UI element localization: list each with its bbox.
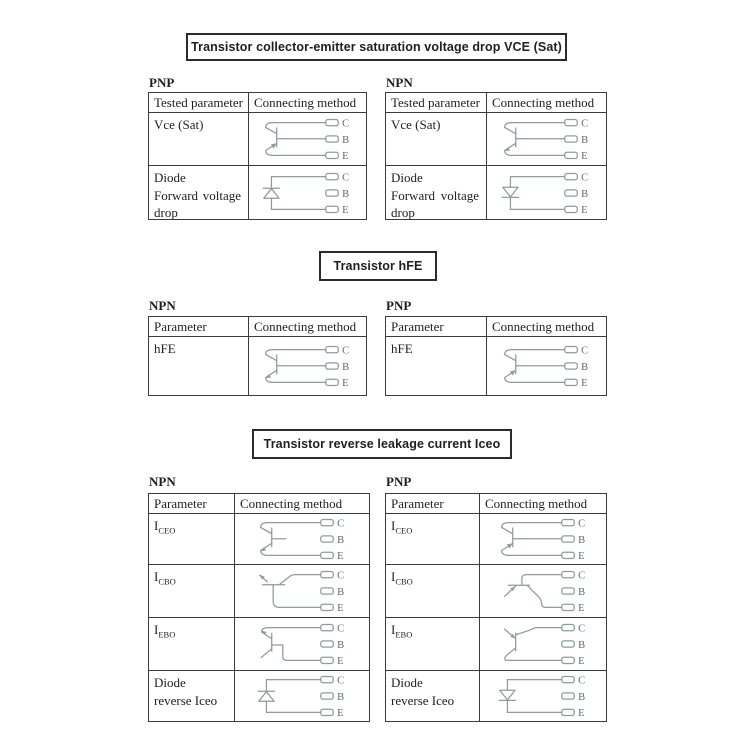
wire [266,701,320,712]
table-hfe-pnp [385,316,607,396]
parameter-text: hFE [391,341,413,356]
wire [507,680,561,691]
terminal-c-label: C [577,570,585,582]
diode-triangle [258,692,273,702]
connecting-method-cell [249,113,366,166]
terminal-b-label: B [581,134,589,146]
parameter-text: Diode [154,675,186,690]
terminal-c-label: C [581,118,589,130]
parameter-text: reverse Iceo [154,692,218,708]
circuit-svg-pnp-icbo-open-emitter [486,566,601,616]
terminal-e-label: E [577,603,585,615]
terminal-c-box [320,625,333,631]
terminal-c-box [326,173,339,179]
wire [527,586,561,608]
terminal-b-label: B [581,361,589,373]
table-type-label-npn: NPN [149,298,176,313]
terminal-c-label: C [581,172,589,183]
terminal-b-label: B [577,534,585,546]
diode-triangle [264,188,279,198]
circuit-diagram [245,566,360,616]
wire [266,350,326,361]
section-title-hfe: Transistor hFE [319,251,437,281]
connecting-method-cell [480,671,606,721]
section-title-vce-sat: Transistor collector-emitter saturation voltage drop VCE (Sat) [186,33,567,61]
circuit-diagram [489,168,604,218]
column-header-connecting-method: Connecting method [487,93,606,113]
circuit-svg-npn-iebo-open-collector [245,619,360,669]
wire [273,585,321,608]
parameter-text: Vce (Sat) [154,117,204,132]
terminal-b-label: B [577,586,585,598]
parameter-cell [386,166,487,219]
terminal-c-box [320,677,333,683]
circuit-svg-diode-cathode-bottom-c-e [489,168,604,218]
terminal-b-box [326,189,339,195]
table-type-label-pnp: PNP [386,298,412,313]
connecting-method-cell [487,166,606,219]
connecting-method-cell [249,166,366,219]
terminal-e-box [565,379,578,385]
parameter-cell [149,337,249,395]
terminal-e-label: E [336,708,344,720]
terminal-e-label: E [336,603,344,615]
wire [505,350,565,361]
terminal-e-box [320,657,333,663]
wire [505,143,565,155]
wire [515,628,561,635]
terminal-e-label: E [577,656,585,668]
circuit-svg-diode-cathode-top-c-e [250,168,365,218]
terminal-b-box [320,588,333,594]
wire [504,648,561,661]
terminal-b-label: B [336,534,344,546]
terminal-b-label: B [336,691,344,703]
table-type-label-npn: NPN [149,474,176,489]
column-header-parameter: Parameter [386,317,487,337]
connecting-method-cell [235,671,369,721]
parameter-cell [386,671,480,721]
terminal-e-label: E [342,378,349,390]
terminal-c-label: C [336,570,344,582]
parameter-text: drop [391,205,415,219]
parameter-text: hFE [154,341,176,356]
terminal-c-label: C [336,675,344,687]
wire [260,543,320,555]
parameter-text: reverse Iceo [391,692,455,708]
terminal-e-label: E [577,551,585,563]
terminal-c-box [326,120,339,126]
circuit-svg-pnp-transistor-c-b-e [489,341,604,391]
parameter-cell: $I_{CBO}$ [386,565,480,618]
terminal-c-label: C [577,675,585,687]
column-header-tested-parameter: Tested parameter [149,93,249,113]
parameter-text: Diode [154,170,186,185]
terminal-b-box [561,536,574,542]
circuit-svg-pnp-iebo-open-collector [486,619,601,669]
wire [279,575,320,584]
connecting-method-cell [480,618,606,671]
table-vce-sat-pnp [148,92,367,220]
terminal-c-box [326,347,339,353]
circuit-diagram [489,341,604,391]
circuit-svg-diode-cathode-top-c-e [245,671,360,721]
parameter-cell [149,166,249,219]
terminal-b-box [565,136,578,142]
wire [507,700,561,712]
terminal-e-label: E [336,551,344,563]
circuit-svg-pnp-transistor-c-b-e [250,114,365,164]
wire [261,649,272,658]
parameter-text: Diode [391,170,423,185]
connecting-method-cell [235,514,369,565]
terminal-c-label: C [336,623,344,635]
terminal-c-label: C [342,118,350,130]
terminal-c-box [561,625,574,631]
parameter-cell: $I_{EBO}$ [149,618,235,671]
table-iceo-pnp [385,493,607,722]
terminal-c-label: C [577,623,585,635]
terminal-c-box [561,572,574,578]
diode-triangle [499,690,514,700]
connecting-method-cell [487,337,606,395]
parameter-cell [149,113,249,166]
parameter-cell [386,113,487,166]
wire [271,176,325,188]
connecting-method-cell [480,565,606,618]
terminal-b-label: B [577,639,585,651]
connecting-method-cell [235,618,369,671]
terminal-e-box [326,379,339,385]
circuit-diagram [245,619,360,669]
circuit-svg-pnp-transistor-c-b-e [486,514,601,564]
connecting-method-cell [480,514,606,565]
circuit-svg-npn-icbo-open-emitter [245,566,360,616]
terminal-b-box [561,693,574,699]
circuit-diagram [486,671,601,721]
terminal-b-box [326,136,339,142]
column-header-connecting-method: Connecting method [249,93,366,113]
terminal-e-label: E [581,378,588,390]
terminal-e-label: E [581,151,588,163]
section-title-iceo: Transistor reverse leakage current Iceo [252,429,512,459]
terminal-b-box [561,641,574,647]
wire [501,523,561,534]
table-type-label-pnp: PNP [149,75,175,90]
connecting-method-cell [249,337,366,395]
column-header-connecting-method: Connecting method [487,317,606,337]
circuit-diagram [250,168,365,218]
terminal-c-label: C [342,345,350,357]
table-iceo-npn [148,493,370,722]
diode-triangle [503,187,518,197]
circuit-diagram [489,114,604,164]
terminal-e-box [561,604,574,610]
terminal-c-label: C [577,518,585,530]
terminal-e-box [565,206,578,212]
column-header-connecting-method: Connecting method [249,317,366,337]
wire [266,680,320,692]
terminal-b-label: B [336,639,344,651]
parameter-cell: $I_{CBO}$ [149,565,235,618]
terminal-c-box [320,520,333,526]
circuit-svg-npn-transistor-c-b-e [250,341,365,391]
circuit-svg-diode-cathode-bottom-c-e [486,671,601,721]
parameter-cell [149,671,235,721]
column-header-tested-parameter: Tested parameter [386,93,487,113]
wire [510,197,564,209]
terminal-e-label: E [577,708,585,720]
terminal-c-box [565,347,578,353]
terminal-e-box [326,206,339,212]
circuit-diagram [245,671,360,721]
circuit-svg-npn-transistor-c-b-e [489,114,604,164]
terminal-c-label: C [336,518,344,530]
terminal-c-box [561,677,574,683]
terminal-b-box [561,588,574,594]
parameter-cell [386,337,487,395]
terminal-b-label: B [577,691,585,703]
terminal-e-box [561,657,574,663]
terminal-e-box [561,552,574,558]
terminal-c-label: C [342,172,350,183]
table-type-label-npn: NPN [386,75,413,90]
circuit-diagram [245,514,360,564]
column-header-parameter: Parameter [149,317,249,337]
terminal-e-label: E [336,656,344,668]
terminal-c-label: C [581,345,589,357]
terminal-e-label: E [342,151,349,163]
circuit-diagram [250,114,365,164]
parameter-cell: $I_{EBO}$ [386,618,480,671]
terminal-c-box [565,173,578,179]
parameter-text: Forward voltage [154,187,241,203]
column-header-parameter: Parameter [149,494,235,514]
column-header-parameter: Parameter [386,494,480,514]
circuit-diagram [250,341,365,391]
terminal-c-box [561,520,574,526]
terminal-e-box [320,552,333,558]
connecting-method-cell [235,565,369,618]
terminal-e-box [320,604,333,610]
terminal-c-box [320,572,333,578]
terminal-b-box [326,363,339,369]
wire [261,628,320,639]
terminal-b-label: B [342,188,350,200]
table-vce-sat-npn [385,92,607,220]
terminal-b-label: B [581,188,589,200]
circuit-diagram [486,514,601,564]
wire [266,370,326,382]
terminal-b-box [565,363,578,369]
connecting-method-cell [487,113,606,166]
wire [510,176,564,187]
column-header-connecting-method: Connecting method [480,494,606,514]
circuit-svg-npn-iceo-open-base [245,514,360,564]
terminal-b-box [320,536,333,542]
terminal-e-box [326,152,339,158]
terminal-b-box [320,693,333,699]
wire [266,123,326,134]
parameter-text: Vce (Sat) [391,117,441,132]
terminal-e-label: E [342,204,349,216]
circuit-diagram [486,566,601,616]
circuit-diagram [486,619,601,669]
wire [521,575,561,586]
column-header-connecting-method: Connecting method [235,494,369,514]
terminal-e-box [565,152,578,158]
terminal-c-box [565,120,578,126]
parameter-cell: $I_{CEO}$ [386,514,480,565]
terminal-b-box [320,641,333,647]
wire [271,198,325,209]
terminal-b-label: B [342,134,350,146]
terminal-e-label: E [581,204,588,216]
parameter-text: drop [154,205,178,219]
wire [505,123,565,134]
table-hfe-npn [148,316,367,396]
parameter-text: Diode [391,675,423,690]
terminal-b-label: B [336,586,344,598]
terminal-e-box [561,709,574,715]
table-type-label-pnp: PNP [386,474,412,489]
terminal-b-box [565,189,578,195]
parameter-text: Forward voltage [391,187,479,203]
wire [260,523,320,534]
terminal-e-box [320,709,333,715]
terminal-b-label: B [342,361,350,373]
wire [271,645,320,660]
parameter-cell: $I_{CEO}$ [149,514,235,565]
